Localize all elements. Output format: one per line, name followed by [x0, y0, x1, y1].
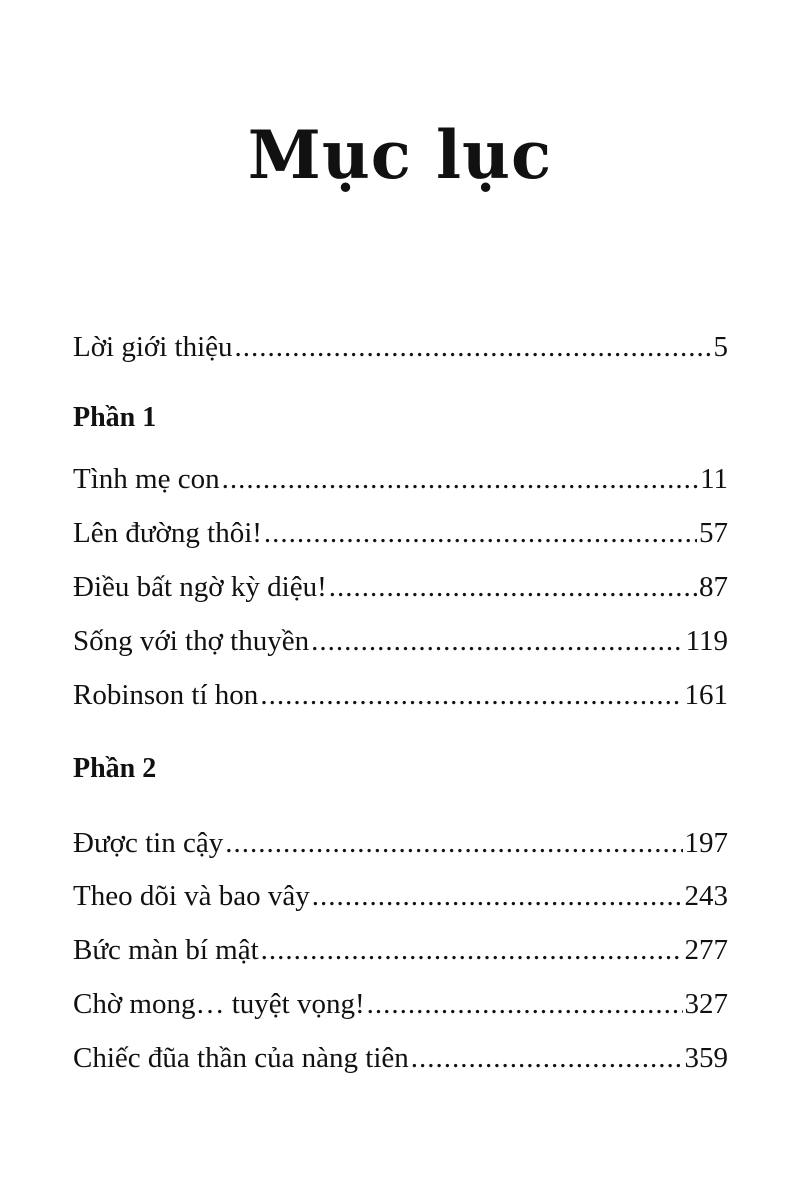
toc-entry-page: 11 — [700, 463, 728, 495]
toc-entry[interactable] — [73, 876, 728, 916]
toc-entry-label: Sống với thợ thuyền — [73, 625, 310, 657]
toc-entry-label: Được tin cậy — [73, 827, 224, 859]
toc-entry-label: Robinson tí hon — [73, 679, 259, 711]
toc-entry-label: Lời giới thiệu — [73, 331, 233, 363]
toc-entry-intro[interactable] — [73, 327, 728, 367]
dot-leader — [235, 327, 712, 367]
toc-entry-label: Theo dõi và bao vây — [73, 880, 310, 912]
toc-entry-page: 57 — [699, 517, 728, 549]
toc-entry-page: 119 — [685, 625, 728, 657]
toc-entry-label: Tình mẹ con — [73, 463, 220, 495]
toc-entry-label: Chiếc đũa thần của nàng tiên — [73, 1042, 409, 1074]
toc-entry[interactable] — [73, 1038, 728, 1078]
toc-entry[interactable] — [73, 984, 728, 1024]
toc-entry-page: 327 — [684, 988, 728, 1020]
toc-entry-page: 5 — [713, 331, 728, 363]
dot-leader — [312, 876, 683, 916]
page-title: Mục lục — [247, 116, 553, 194]
toc-entry-page: 197 — [684, 827, 728, 859]
toc-entry-page: 243 — [684, 880, 728, 912]
dot-leader — [264, 513, 697, 553]
dot-leader — [411, 1038, 683, 1078]
toc-entry-label: Điều bất ngờ kỳ diệu! — [73, 571, 327, 603]
toc-entry-page: 277 — [684, 934, 728, 966]
toc-entry-label: Bức màn bí mật — [73, 934, 259, 966]
toc-entry-page: 359 — [684, 1042, 728, 1074]
toc-entry-page: 161 — [684, 679, 728, 711]
dot-leader — [367, 984, 683, 1024]
dot-leader — [311, 621, 683, 661]
dot-leader — [225, 823, 682, 863]
toc-entry-label: Chờ mong… tuyệt vọng! — [73, 988, 365, 1020]
toc-entry[interactable] — [73, 567, 728, 607]
section-heading-part-2: Phần 2 — [73, 753, 157, 784]
dot-leader — [222, 459, 698, 499]
toc-entry[interactable] — [73, 513, 728, 553]
toc-entry[interactable] — [73, 930, 728, 970]
toc-entry-page: 87 — [699, 571, 728, 603]
toc-entry[interactable] — [73, 675, 728, 715]
section-heading-part-1: Phần 1 — [73, 402, 157, 433]
toc-entry[interactable] — [73, 823, 728, 863]
dot-leader — [329, 567, 697, 607]
dot-leader — [261, 930, 683, 970]
toc-entry[interactable] — [73, 459, 728, 499]
toc-entry[interactable] — [73, 621, 728, 661]
dot-leader — [260, 675, 682, 715]
toc-entry-label: Lên đường thôi! — [73, 517, 262, 549]
